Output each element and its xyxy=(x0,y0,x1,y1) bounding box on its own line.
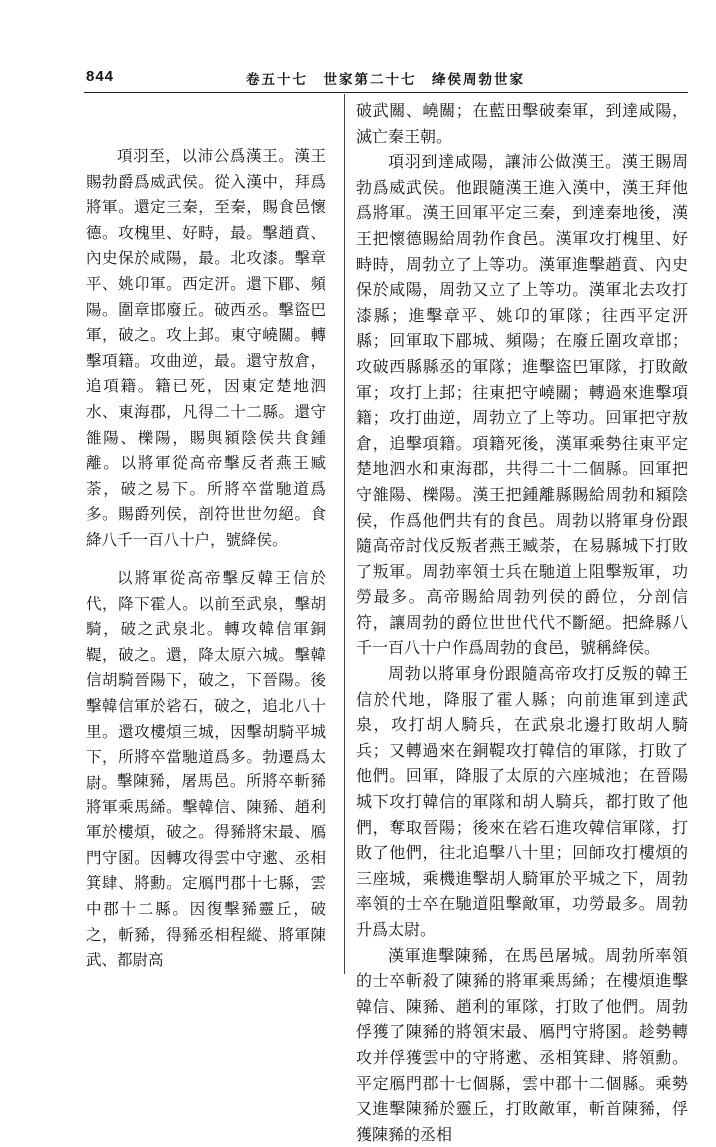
running-head: 卷五十七 世家第二十七 绛侯周勃世家 xyxy=(246,72,525,88)
translation-column xyxy=(356,98,688,1147)
header-rule xyxy=(84,92,688,93)
translation-paragraph: 項羽到達咸陽，讓沛公做漢王。漢王賜周勃爲威武侯。他跟隨漢王進入漢中，漢王拜他爲將軍。漢王回軍平定三秦，到達秦地後，漢王把懷德賜給周勃作食邑。漢軍攻打槐里、好畤時，周勃立了上等功。漢軍進擊趙賁、內史保於咸陽，周勃又立了上等功。漢軍北去攻打漆縣；進擊章平、姚卬的軍隊；往西平定汧縣；回軍取下郿城、頻陽；在廢丘圍攻章邯；攻破西縣縣丞的軍隊；進擊盜巴軍隊，打敗敵軍；攻打上邽；往東把守嶢關；轉過來進擊項籍；攻打曲逆，周勃立了上等功。回軍把守敖倉，追擊項籍。項籍死後，漢軍乘勢往東平定楚地泗水和東海郡，共得二十二個縣。回軍把守雒陽、櫟陽。漢王把鍾離縣賜給周勃和潁陰侯，作爲他們共有的食邑。周勃以將軍身份跟隨高帝討伐反叛者燕王臧荼，在易縣城下打敗了叛軍。周勃率領士兵在馳道上阻擊叛軍，功勞最多。高帝賜給周勃列侯的爵位，分剖信符，讓周勃的爵位世世代代不斷絕。把絳縣八千一百八十户作爲周勃的食邑，號稱絳侯。 xyxy=(356,152,688,658)
translation-paragraph: 破武關、嶢關；在藍田擊破秦軍，到達咸陽，滅亡秦王朝。 xyxy=(356,101,688,146)
original-paragraph: 擊陳豨，屠馬邑。所將卒斬豨將軍乘馬絺。擊韓信、陳豨、趙利軍於樓煩，破之。得豨將宋最、鴈門守圂。因轉攻得雲中守遬、丞相箕肆、將勳。定鴈門郡十七縣，雲中郡十二縣。因復擊豨靈丘，破之，斬豨，得豨丞相程縱、將軍陳武、都尉高 xyxy=(86,772,326,970)
original-paragraph: 項羽至，以沛公爲漢王。漢王賜勃爵爲威武侯。從入漢中，拜爲將軍。還定三秦，至秦，賜食邑懷德。攻槐里、好畤，最。擊趙賁、內史保於咸陽，最。北攻漆。擊章平、姚卬軍。西定汧。還下郿、頻陽。圍章邯廢丘。破西丞。擊盜巴軍，破之。攻上邽。東守嶢關。轉擊項籍。攻曲逆，最。還守敖倉，追項籍。籍已死，因東定楚地泗水、東海郡，凡得二十二縣。還守雒陽、櫟陽，賜與潁陰侯共食鍾離。以將軍從高帝擊反者燕王臧荼，破之易下。所將卒當馳道爲多。賜爵列侯，剖符世世勿絕。食絳八千一百八十户，號絳侯。 xyxy=(86,147,326,549)
original-paragraph-3-block xyxy=(86,769,326,974)
translation-paragraph: 周勃以將軍身份跟隨高帝攻打反叛的韓王信於代地，降服了霍人縣；向前進軍到達武泉，攻打胡人騎兵，在武泉北邊打敗胡人騎兵；又轉過來在銅鞮攻打韓信的軍隊，打敗了他們。回軍，降服了太原的六座城池；在晉陽城下攻打韓信的軍隊和胡人騎兵，都打敗了他們，奪取晉陽；後來在硰石進攻韓信軍隊，打敗了他們，往北追擊八十里；回師攻打樓煩的三座城，乘機進擊胡人騎軍於平城之下，周勃率領的士卒在馳道阻擊敵軍，功勞最多。周勃升爲太尉。 xyxy=(356,664,688,939)
original-paragraph-2-block xyxy=(86,566,326,796)
original-paragraph-1-block xyxy=(86,144,326,554)
page-number: 844 xyxy=(86,68,115,85)
column-divider xyxy=(344,94,345,974)
translation-paragraph: 漢軍進擊陳豨，在馬邑屠城。周勃所率領的士卒斬殺了陳豨的將軍乘馬絺；在樓煩進擊韓信、陳豨、趙利的軍隊，打敗了他們。周勃俘獲了陳豨的將領宋最、鴈門守將圂。趁勢轉攻并俘獲雲中的守將遬、丞相箕肆、將領勳。平定鴈門郡十七個縣，雲中郡十二個縣。乘勢又進擊陳豨於靈丘，打敗敵軍，斬首陳豨，俘獲陳豨的丞相 xyxy=(356,945,688,1144)
original-paragraph: 以將軍從高帝擊反韓王信於代，降下霍人。以前至武泉，擊胡騎，破之武泉北。轉攻韓信軍銅鞮，破之。還，降太原六城。擊韓信胡騎晉陽下，破之，下晉陽。後擊韓信軍於硰石，破之，追北八十里。還攻樓煩三城，因擊胡騎平城下，所將卒當馳道爲多。勃遷爲太尉。 xyxy=(86,569,326,792)
page-header xyxy=(86,66,686,92)
